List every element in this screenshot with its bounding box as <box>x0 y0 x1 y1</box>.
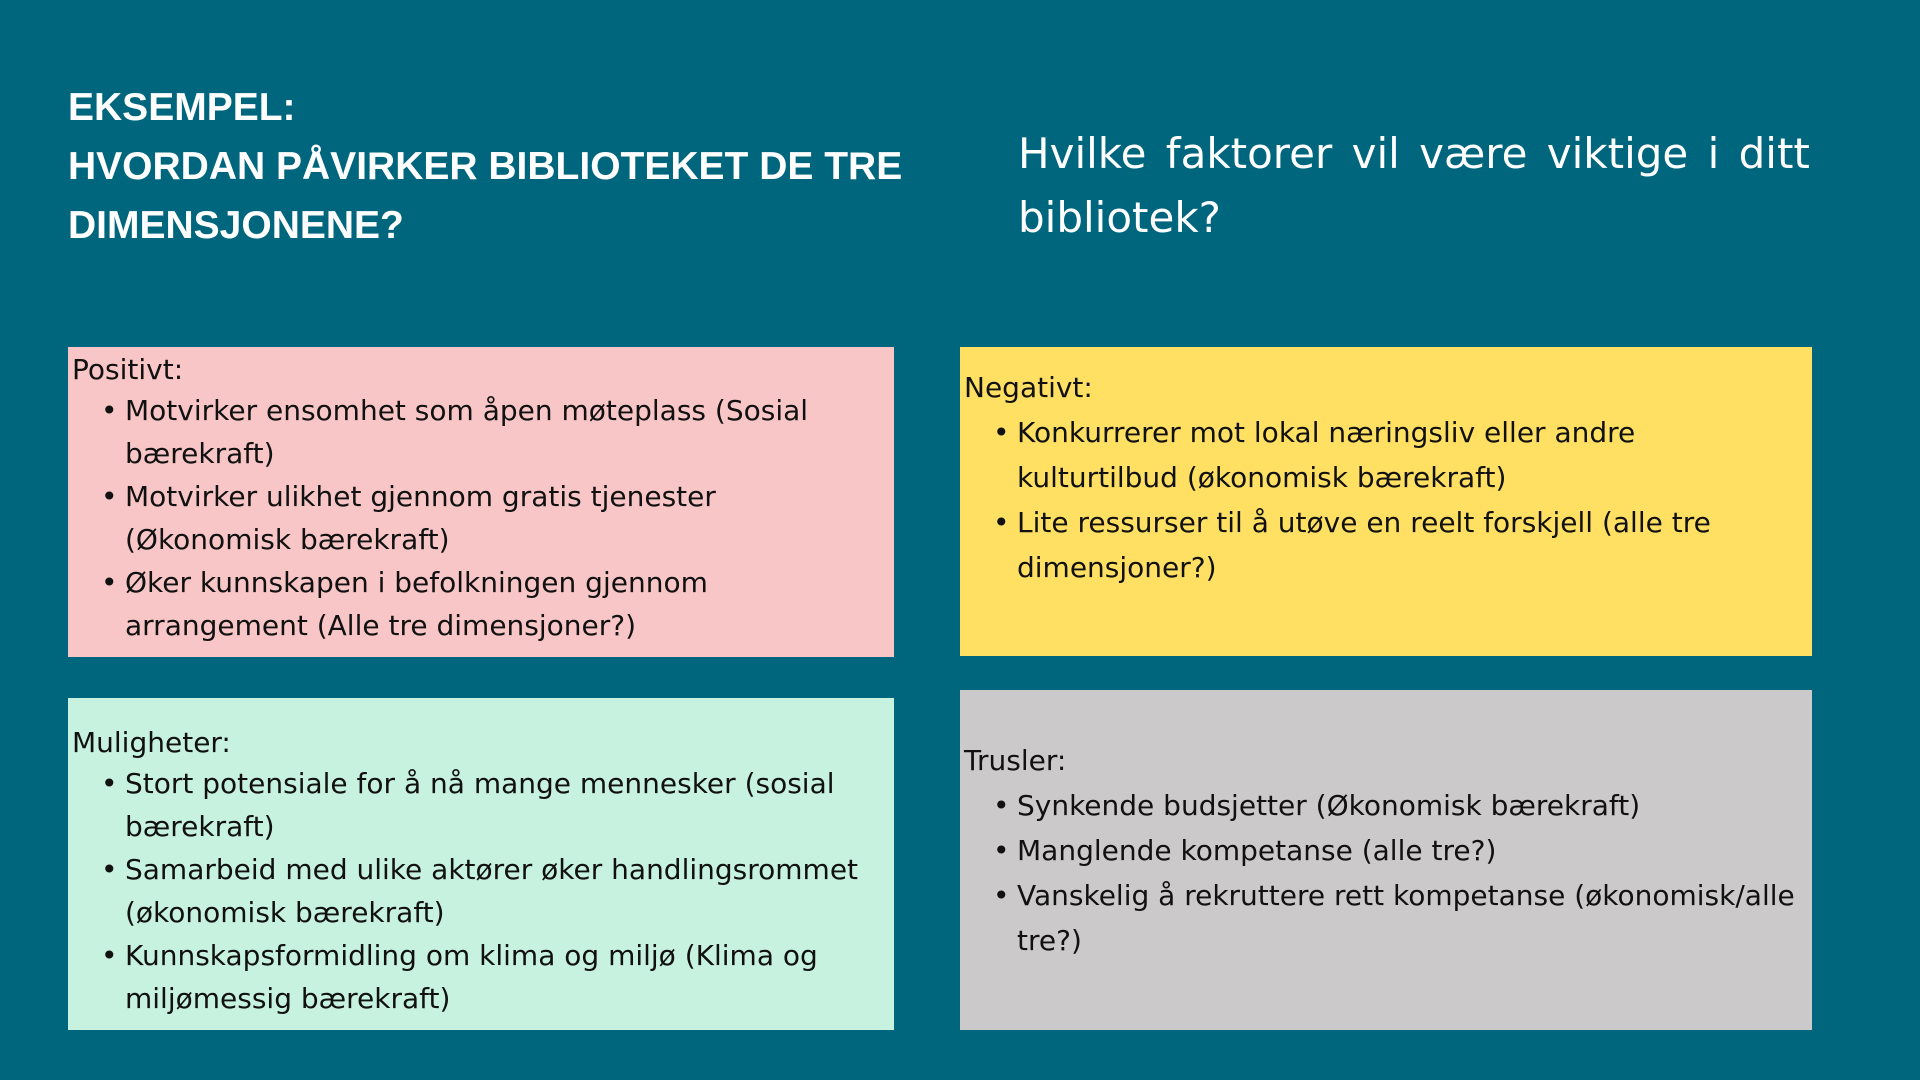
example-title-line-2: HVORDAN PÅVIRKER BIBLIOTEKET DE TRE <box>68 145 903 188</box>
list-item <box>964 783 1798 828</box>
example-title-line-3: DIMENSJONENE? <box>68 204 404 247</box>
list-item-text: Synkende budsjetter (Økonomisk bærekraft) <box>1017 789 1641 822</box>
positive-list <box>72 389 874 647</box>
bullet-icon: • <box>993 416 1010 449</box>
list-item-text: Vanskelig å rekruttere rett kompetanse (økonomisk/alle tre?) <box>1017 879 1795 957</box>
bullet-icon: • <box>993 789 1010 822</box>
list-item <box>72 389 874 475</box>
threats-heading: Trusler: <box>964 744 1067 777</box>
bullet-icon: • <box>101 394 118 427</box>
list-item-text: Konkurrerer mot lokal næringsliv eller andre kulturtilbud (økonomisk bærekraft) <box>1017 416 1636 494</box>
example-title-line-1: EKSEMPEL: <box>68 86 296 129</box>
bullet-icon: • <box>101 853 118 886</box>
list-item-text: Motvirker ulikhet gjennom gratis tjenester (Økonomisk bærekraft) <box>125 480 716 556</box>
opportunities-list <box>72 762 874 1020</box>
list-item <box>72 561 874 647</box>
opportunities-box <box>68 698 894 1030</box>
list-item <box>72 475 874 561</box>
bullet-icon: • <box>993 834 1010 867</box>
threats-list <box>964 783 1798 963</box>
bullet-icon: • <box>101 767 118 800</box>
negative-heading: Negativt: <box>964 371 1093 404</box>
list-item-text: Motvirker ensomhet som åpen møteplass (Sosial bærekraft) <box>125 394 809 470</box>
bullet-icon: • <box>101 480 118 513</box>
bullet-icon: • <box>993 506 1010 539</box>
list-item-text: Kunnskapsformidling om klima og miljø (Klima og miljømessig bærekraft) <box>125 939 818 1015</box>
list-item-text: Stort potensiale for å nå mange mennesker (sosial bærekraft) <box>125 767 835 843</box>
bullet-icon: • <box>101 566 118 599</box>
list-item-text: Lite ressurser til å utøve en reelt forskjell (alle tre dimensjoner?) <box>1017 506 1711 584</box>
list-item <box>964 410 1798 500</box>
list-item-text: Samarbeid med ulike aktører øker handlingsrommet (økonomisk bærekraft) <box>125 853 859 929</box>
example-title <box>68 78 928 255</box>
negative-list <box>964 410 1798 590</box>
threats-box <box>960 690 1812 1030</box>
list-item <box>72 762 874 848</box>
list-item <box>964 873 1798 963</box>
question-heading: Hvilke faktorer vil være viktige i ditt bibliotek? <box>1018 129 1810 242</box>
opportunities-heading: Muligheter: <box>72 726 231 759</box>
list-item-text: Manglende kompetanse (alle tre?) <box>1017 834 1497 867</box>
list-item <box>964 828 1798 873</box>
list-item <box>964 500 1798 590</box>
bullet-icon: • <box>993 879 1010 912</box>
bullet-icon: • <box>101 939 118 972</box>
list-item <box>72 934 874 1020</box>
list-item-text: Øker kunnskapen i befolkningen gjennom arrangement (Alle tre dimensjoner?) <box>125 566 708 642</box>
positive-box <box>68 347 894 657</box>
list-item <box>72 848 874 934</box>
negative-box <box>960 347 1812 656</box>
positive-heading: Positivt: <box>72 353 184 386</box>
